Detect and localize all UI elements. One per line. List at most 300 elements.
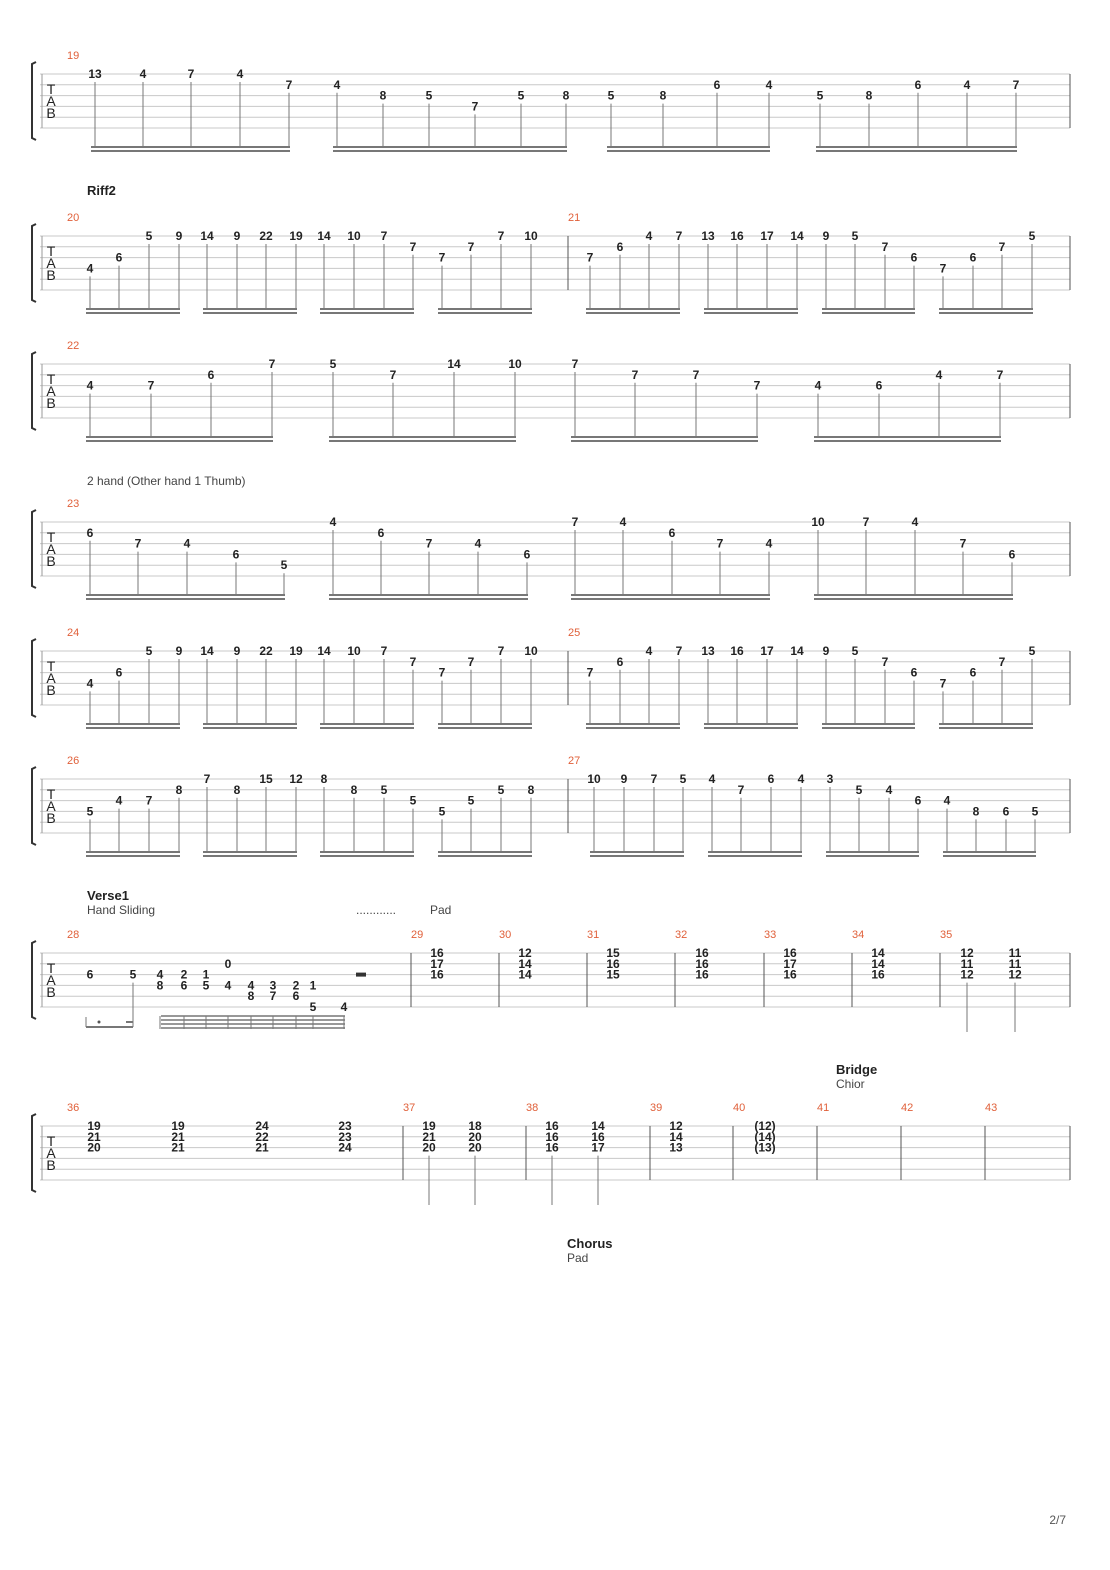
fret-number: 7 (497, 229, 505, 243)
fret-number: 22 (259, 229, 273, 243)
fret-number: 8 (379, 88, 387, 103)
fret-number: 6 (523, 547, 531, 562)
fret-number: 4 (247, 978, 255, 993)
tab-clef-t: T (46, 529, 56, 546)
fret-number: 10 (524, 644, 538, 658)
fret-number: 4 (885, 782, 893, 797)
fret-number: 4 (340, 1000, 348, 1014)
fret-number: 6 (232, 547, 240, 562)
fret-number: (13) (754, 1140, 776, 1155)
fret-number: 7 (438, 250, 446, 265)
fret-number: 21 (255, 1140, 269, 1155)
fret-number: 8 (350, 782, 358, 797)
fret-number: 20 (87, 1140, 101, 1155)
fret-number: 19 (171, 1119, 185, 1133)
fret-number: 5 (280, 558, 288, 573)
fret-number: 13 (701, 229, 715, 243)
measure-number: 24 (67, 627, 80, 639)
fret-number: 5 (467, 793, 475, 808)
half-rest (356, 973, 366, 977)
fret-number: 14 (447, 357, 461, 371)
fret-number: 17 (430, 956, 444, 971)
fret-number: 6 (616, 654, 624, 669)
tab-clef-b: B (46, 681, 56, 698)
fret-number: (14) (754, 1129, 776, 1144)
fret-number: 20 (422, 1140, 436, 1155)
fret-number: 7 (571, 357, 579, 371)
fret-number: 7 (471, 99, 479, 114)
fret-number: 7 (881, 239, 889, 254)
fret-number: 15 (259, 772, 273, 786)
fret-number: 5 (607, 88, 615, 103)
fret-number: 4 (115, 793, 123, 808)
fret-number: 7 (939, 261, 947, 276)
fret-number: 14 (669, 1129, 683, 1144)
tab-clef-a: A (46, 383, 56, 399)
fret-number: 4 (156, 967, 164, 982)
annotation-pad-verse: Pad (430, 903, 452, 917)
fret-number: 14 (871, 946, 885, 960)
fret-number: 2 (292, 978, 300, 993)
fret-number: 18 (468, 1119, 482, 1133)
fret-number: 9 (822, 229, 830, 243)
fret-number: 5 (851, 644, 859, 658)
tab-clef-a: A (46, 1145, 56, 1161)
fret-number: 5 (1028, 229, 1036, 243)
fret-number: 3 (269, 978, 277, 993)
fret-number: 7 (380, 644, 388, 658)
fret-number: 5 (86, 804, 94, 819)
fret-number: 8 (527, 782, 535, 797)
measure-number: 23 (67, 498, 80, 510)
fret-number: 5 (309, 1000, 317, 1014)
fret-number: 6 (292, 989, 300, 1004)
measure-number: 26 (67, 755, 80, 767)
fret-number: 6 (86, 525, 94, 540)
measure-number: 27 (568, 755, 581, 767)
fret-number: 4 (224, 978, 232, 993)
system-bracket (32, 767, 36, 845)
fret-number: 10 (587, 772, 601, 786)
fret-number: 16 (730, 644, 744, 658)
fret-number: 7 (497, 644, 505, 658)
fret-number: 7 (631, 367, 639, 382)
measure-number: 36 (67, 1102, 80, 1114)
tab-clef-t: T (46, 81, 56, 98)
fret-number: 4 (935, 367, 943, 382)
fret-number: 4 (797, 772, 805, 786)
fret-number: 16 (606, 956, 620, 971)
fret-number: 7 (996, 367, 1004, 382)
measure-number: 33 (764, 929, 777, 941)
tab-clef-b: B (46, 104, 56, 121)
fret-number: 4 (333, 77, 341, 92)
fret-number: 7 (1012, 77, 1020, 92)
measure-number: 43 (985, 1102, 998, 1114)
fret-number: 19 (422, 1119, 436, 1133)
fret-number: 16 (730, 229, 744, 243)
fret-number: 4 (765, 536, 773, 551)
fret-number: 7 (998, 239, 1006, 254)
fret-number: 7 (467, 239, 475, 254)
fret-number: 5 (145, 644, 153, 658)
fret-number: 14 (200, 644, 214, 658)
fret-number: 10 (508, 357, 522, 371)
fret-number: 16 (695, 956, 709, 971)
fret-number: 4 (86, 261, 94, 276)
fret-number: 5 (145, 229, 153, 243)
tab-clef-a: A (46, 670, 56, 686)
fret-number: 6 (86, 967, 94, 982)
fret-number: 4 (645, 644, 653, 658)
fret-number: 7 (147, 378, 155, 393)
fret-number: 4 (86, 676, 94, 691)
measure-number: 37 (403, 1102, 416, 1114)
fret-number: 9 (175, 644, 183, 658)
fret-number: 16 (695, 967, 709, 982)
fret-number: 6 (767, 772, 775, 786)
fret-number: 5 (517, 88, 525, 103)
section-verse1: Verse1 (87, 888, 129, 903)
fret-number: 1 (309, 978, 317, 993)
measure-number: 29 (411, 929, 424, 941)
fret-number: 7 (134, 536, 142, 551)
fret-number: 8 (247, 989, 255, 1004)
measure-number: 30 (499, 929, 512, 941)
fret-number: 7 (692, 367, 700, 382)
fret-number: 9 (175, 229, 183, 243)
fret-number: 23 (338, 1119, 352, 1133)
fret-number: 6 (115, 250, 123, 265)
fret-number: 7 (737, 782, 745, 797)
system-bracket (32, 224, 36, 302)
fret-number: 4 (183, 536, 191, 551)
fret-number: 12 (289, 772, 303, 786)
fret-number: 16 (783, 967, 797, 982)
measure-number: 25 (568, 627, 581, 639)
fret-number: 11 (1008, 946, 1022, 960)
fret-number: 9 (233, 229, 241, 243)
fret-number: 16 (871, 967, 885, 982)
measure-number: 42 (901, 1102, 914, 1114)
fret-number: 13 (88, 67, 102, 81)
fret-number: 4 (474, 536, 482, 551)
fret-number: 5 (851, 229, 859, 243)
fret-number: 7 (268, 357, 276, 371)
tab-clef-b: B (46, 1156, 56, 1173)
system-bracket (32, 510, 36, 588)
fret-number: 1 (202, 967, 210, 982)
fret-number: 4 (814, 378, 822, 393)
fret-number: 7 (145, 793, 153, 808)
fret-number: 8 (865, 88, 873, 103)
fret-number: 16 (783, 946, 797, 960)
fret-number: 5 (1028, 644, 1036, 658)
fret-number: 24 (338, 1140, 352, 1155)
fret-number: 6 (910, 250, 918, 265)
fret-number: 5 (202, 978, 210, 993)
fret-number: 15 (606, 967, 620, 982)
system-bracket (32, 62, 36, 140)
fret-number: 12 (669, 1119, 683, 1133)
tab-clef-t: T (46, 960, 56, 977)
fret-number: 19 (289, 229, 303, 243)
fret-number: 20 (468, 1140, 482, 1155)
tab-clef-a: A (46, 93, 56, 109)
fret-number: 5 (380, 782, 388, 797)
fret-number: 7 (571, 515, 579, 529)
fret-number: 10 (811, 515, 825, 529)
page-number: 2/7 (1049, 1513, 1066, 1527)
measure-number: 39 (650, 1102, 663, 1114)
fret-number: 11 (960, 956, 974, 971)
fret-number: 6 (914, 793, 922, 808)
fret-number: 6 (377, 525, 385, 540)
tab-clef-t: T (46, 658, 56, 675)
system-bracket (32, 639, 36, 717)
fret-number: 19 (289, 644, 303, 658)
fret-number: 4 (943, 793, 951, 808)
tab-clef-t: T (46, 786, 56, 803)
fret-number: 6 (1002, 804, 1010, 819)
section-riff2: Riff2 (87, 183, 116, 198)
measure-number: 32 (675, 929, 688, 941)
fret-number: 7 (650, 772, 658, 786)
fret-number: 12 (518, 946, 532, 960)
measure-number: 38 (526, 1102, 539, 1114)
fret-number: 2 (180, 967, 188, 982)
tab-system (32, 767, 1070, 856)
fret-number: 22 (255, 1129, 269, 1144)
tab-clef-t: T (46, 371, 56, 388)
section-chorus: Chorus (567, 1236, 613, 1251)
tab-clef-b: B (46, 552, 56, 569)
fret-number: 4 (86, 378, 94, 393)
fret-number: 12 (960, 946, 974, 960)
tab-system (32, 224, 1070, 313)
fret-number: 9 (233, 644, 241, 658)
fret-number: 14 (317, 644, 331, 658)
fret-number: 17 (591, 1140, 605, 1155)
measure-number: 41 (817, 1102, 830, 1114)
fret-number: 4 (139, 67, 147, 81)
fret-number: 16 (695, 946, 709, 960)
fret-number: 4 (963, 77, 971, 92)
measure-number: 35 (940, 929, 953, 941)
tab-system (32, 941, 1070, 1032)
fret-number: 7 (389, 367, 397, 382)
fret-number: 6 (207, 367, 215, 382)
fret-number: 6 (1008, 547, 1016, 562)
measure-number: 21 (568, 212, 581, 224)
fret-number: 17 (783, 956, 797, 971)
measure-number: 40 (733, 1102, 746, 1114)
measure-number: 20 (67, 212, 80, 224)
fret-number: 7 (675, 229, 683, 243)
fret-number: 15 (606, 946, 620, 960)
annotation-pad-chorus: Pad (567, 1251, 589, 1265)
fret-number: 11 (1008, 956, 1022, 971)
fret-number: 14 (790, 229, 804, 243)
fret-number: 12 (960, 967, 974, 982)
fret-number: 6 (180, 978, 188, 993)
fret-number: 7 (959, 536, 967, 551)
fret-number: 13 (669, 1140, 683, 1155)
fret-number: 5 (438, 804, 446, 819)
fret-number: 20 (468, 1129, 482, 1144)
fret-number: 6 (875, 378, 883, 393)
system-bracket (32, 352, 36, 430)
fret-number: 7 (380, 229, 388, 243)
section-bridge: Bridge (836, 1062, 878, 1077)
fret-number: 23 (338, 1129, 352, 1144)
fret-number: 16 (545, 1140, 559, 1155)
fret-number: 14 (518, 956, 532, 971)
fret-number: 4 (619, 515, 627, 529)
fret-number: 5 (816, 88, 824, 103)
fret-number: 6 (914, 77, 922, 92)
fret-number: 16 (591, 1129, 605, 1144)
annotation-two-hand: 2 hand (Other hand 1 Thumb) (87, 474, 246, 488)
tab-system (32, 639, 1070, 728)
measure-number: 22 (67, 340, 80, 352)
fret-number: 21 (171, 1129, 185, 1144)
fret-number: 14 (518, 967, 532, 982)
fret-number: 12 (1008, 967, 1022, 982)
annotation-hand-sliding: Hand Sliding (87, 903, 156, 917)
measure-number: 19 (67, 50, 80, 62)
measure-number: 28 (67, 929, 80, 941)
dot (98, 1021, 101, 1024)
fret-number: 4 (911, 515, 919, 529)
tab-clef-a: A (46, 255, 56, 271)
fret-number: 14 (871, 956, 885, 971)
fret-number: 9 (822, 644, 830, 658)
fret-number: 7 (438, 665, 446, 680)
tab-system (32, 352, 1070, 441)
fret-number: 6 (616, 239, 624, 254)
fret-number: 5 (1031, 804, 1039, 819)
fret-number: 6 (115, 665, 123, 680)
fret-number: 8 (972, 804, 980, 819)
measure-number: 34 (852, 929, 865, 941)
fret-number: 7 (425, 536, 433, 551)
fret-number: 21 (171, 1140, 185, 1155)
fret-number: 7 (269, 989, 277, 1004)
tab-clef-b: B (46, 266, 56, 283)
fret-number: 8 (320, 772, 328, 786)
fret-number: 7 (409, 239, 417, 254)
annotation-chior: Chior (836, 1077, 865, 1091)
fret-number: 7 (285, 77, 293, 92)
fret-number: 8 (156, 978, 164, 993)
tab-clef-a: A (46, 972, 56, 988)
fret-number: 14 (317, 229, 331, 243)
fret-number: 16 (545, 1119, 559, 1133)
fret-number: 5 (497, 782, 505, 797)
fret-number: 21 (87, 1129, 101, 1144)
fret-number: 6 (969, 665, 977, 680)
fret-number: 8 (659, 88, 667, 103)
fret-number: 5 (129, 967, 137, 982)
tab-clef-t: T (46, 1133, 56, 1150)
system-bracket (32, 941, 36, 1019)
tab-clef-b: B (46, 394, 56, 411)
fret-number: 7 (467, 654, 475, 669)
fret-number: 7 (716, 536, 724, 551)
fret-number: 4 (645, 229, 653, 243)
fret-number: 7 (203, 772, 211, 786)
fret-number: 6 (668, 525, 676, 540)
fret-number: 7 (939, 676, 947, 691)
fret-number: 10 (524, 229, 538, 243)
fret-number: 0 (224, 956, 232, 971)
tab-clef-a: A (46, 798, 56, 814)
fret-number: 7 (187, 67, 195, 81)
fret-number: 7 (753, 378, 761, 393)
tab-clef-a: A (46, 541, 56, 557)
fret-number: 8 (175, 782, 183, 797)
fret-number: 5 (425, 88, 433, 103)
fret-number: 10 (347, 229, 361, 243)
fret-number: 10 (347, 644, 361, 658)
fret-number: 7 (881, 654, 889, 669)
fret-number: 3 (826, 772, 834, 786)
fret-number: 8 (233, 782, 241, 797)
fret-number: 14 (591, 1119, 605, 1133)
fret-number: 17 (760, 644, 774, 658)
fret-number: 16 (430, 946, 444, 960)
fret-number: 8 (562, 88, 570, 103)
fret-number: 24 (255, 1119, 269, 1133)
fret-number: 7 (862, 515, 870, 529)
tab-clef-b: B (46, 983, 56, 1000)
fret-number: 14 (790, 644, 804, 658)
fret-number: 4 (708, 772, 716, 786)
fret-number: 16 (545, 1129, 559, 1144)
fret-number: 5 (855, 782, 863, 797)
fret-number: 4 (236, 67, 244, 81)
annotation-dots: ............ (356, 903, 397, 917)
tab-clef-b: B (46, 809, 56, 826)
fret-number: 14 (200, 229, 214, 243)
fret-number: 7 (675, 644, 683, 658)
fret-number: 7 (586, 665, 594, 680)
fret-number: 4 (329, 515, 337, 529)
fret-number: 7 (586, 250, 594, 265)
fret-number: 5 (679, 772, 687, 786)
fret-number: 5 (329, 357, 337, 371)
fret-number: 17 (760, 229, 774, 243)
fret-number: 19 (87, 1119, 101, 1133)
fret-number: 6 (910, 665, 918, 680)
fret-number: (12) (754, 1119, 776, 1133)
fret-number: 9 (620, 772, 628, 786)
fret-number: 7 (409, 654, 417, 669)
fret-number: 16 (430, 967, 444, 982)
fret-number: 21 (422, 1129, 436, 1144)
fret-number: 22 (259, 644, 273, 658)
fret-number: 7 (998, 654, 1006, 669)
system-bracket (32, 1114, 36, 1192)
fret-number: 4 (765, 77, 773, 92)
fret-number: 13 (701, 644, 715, 658)
tab-clef-t: T (46, 243, 56, 260)
measure-number: 31 (587, 929, 600, 941)
fret-number: 5 (409, 793, 417, 808)
fret-number: 6 (713, 77, 721, 92)
fret-number: 6 (969, 250, 977, 265)
